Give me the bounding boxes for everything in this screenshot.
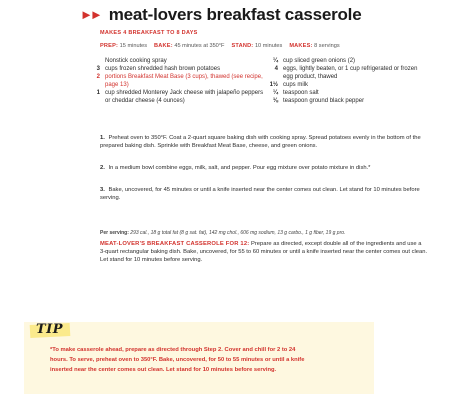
ingredient-item: Nonstick cooking spray xyxy=(105,58,167,64)
variation-note: MEAT-LOVER'S BREAKFAST CASSEROLE FOR 12: Prepare as directed, except double all of the ingredients and use a 3-quart rectangular baking dish. Bake, uncovered, for 55 to 60 minutes or until a knife inserted near the center comes out clean. Let stand for 10 minutes before serving. xyxy=(100,241,428,263)
step-2: 2. In a medium bowl combine eggs, milk, salt, and pepper. Pour egg mixture over potato mixture in dish.* xyxy=(100,165,371,171)
prep-time: PREP: 15 minutes xyxy=(100,43,148,49)
ingredient-item: 3 cups frozen shredded hash brown potatoes xyxy=(96,66,221,72)
double-arrow-icon: ►► xyxy=(80,7,100,22)
ingredient-item: 1 cup shredded Monterey Jack cheese with jalapeño peppers or cheddar cheese (4 ounces) xyxy=(96,90,264,104)
recipe-title: meat-lovers breakfast casserole xyxy=(108,5,362,24)
makes-ahead-note: MAKES 4 BREAKFAST TO 8 DAYS xyxy=(100,30,198,36)
nutrition-info: Per serving: 293 cal., 18 g total fat (8 g sat. fat), 142 mg chol., 606 mg sodium, 13 g carbo., 1 g fiber, 19 g pro. xyxy=(100,230,346,236)
bake-time: BAKE: 45 minutes at 350°F xyxy=(154,43,225,49)
ingredient-item: ¼ cup sliced green onions (2) xyxy=(272,58,356,64)
ingredient-item: ⅛ teaspoon ground black pepper xyxy=(272,98,365,104)
recipe-header xyxy=(80,6,361,23)
recipe-meta xyxy=(100,43,340,49)
servings: MAKES: 8 servings xyxy=(289,43,340,49)
ingredients-right xyxy=(254,57,424,105)
step-3: 3. Bake, uncovered, for 45 minutes or until a knife inserted near the center comes out clean. Let stand for 10 minutes before serving. xyxy=(100,187,420,201)
ingredient-item: ¼ teaspoon salt xyxy=(272,90,319,96)
tip-text: *To make casserole ahead, prepare as directed through Step 2. Cover and chill for 2 to 24 hours. To serve, preheat oven to 350°F. Bake, uncovered, for 50 to 55 minutes or until a knife inserted near the center comes out clean. Let stand for 10 minutes before serving. xyxy=(50,347,305,373)
step-1: 1. Preheat oven to 350°F. Coat a 2-quart square baking dish with cooking spray. Spread potatoes evenly in the bottom of the prepared baking dish. Sprinkle with Breakfast Meat Base, cheese, and green onions. xyxy=(100,135,421,149)
stand-time: STAND: 10 minutes xyxy=(231,43,283,49)
tip-label: TIP xyxy=(36,322,64,337)
ingredient-item-highlighted: 2 portions Breakfast Meat Base (3 cups), thawed (see recipe, page 13) xyxy=(96,74,263,88)
ingredient-item: 1½ cups milk xyxy=(269,82,309,88)
ingredients-left xyxy=(76,57,266,105)
ingredient-item: 4 eggs, lightly beaten, or 1 cup refrigerated or frozen egg product, thawed xyxy=(274,66,418,80)
